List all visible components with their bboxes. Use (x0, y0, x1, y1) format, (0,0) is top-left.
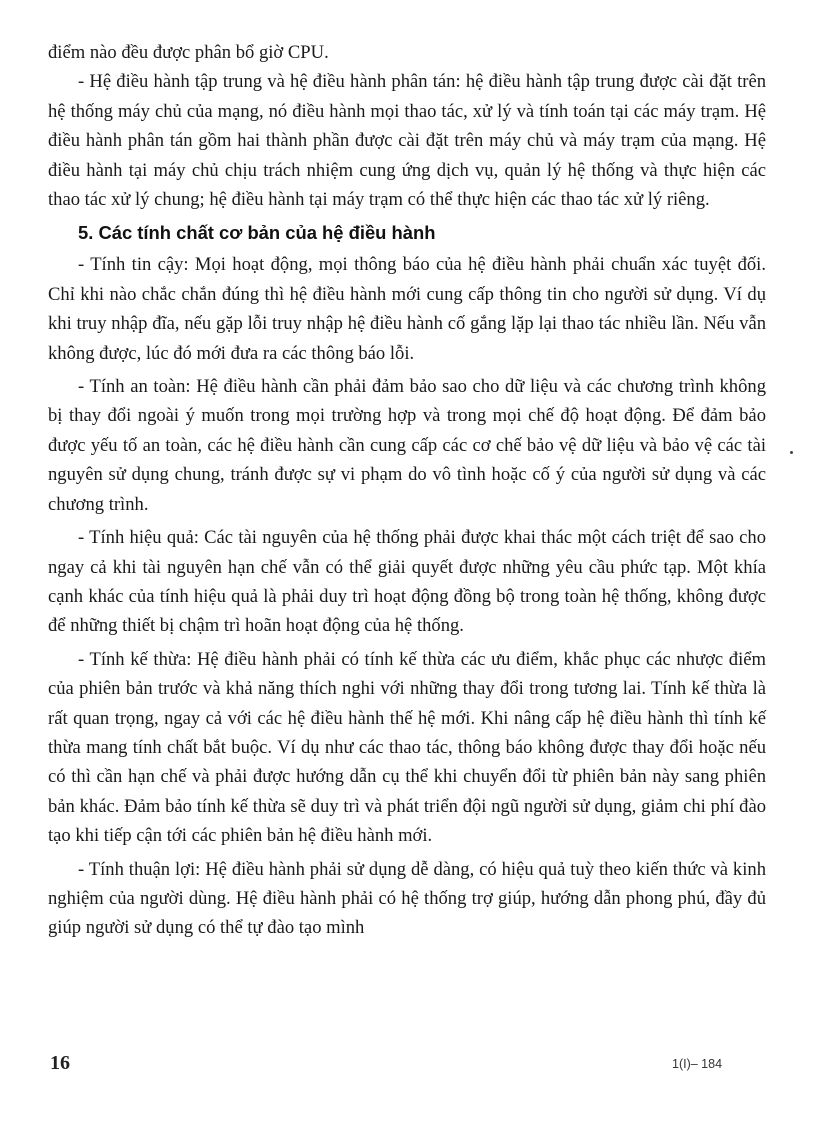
paragraph-centralized-distributed: - Hệ điều hành tập trung và hệ điều hành phân tán: hệ điều hành tập trung được cài đặt trên hệ thống máy chủ của mạng, nó điều hành mọi thao tác, xử lý và tính toán tại các máy trạm. Hệ điều hành phân tán gồm hai thành phần được cài đặt trên máy chủ và máy trạm của mạng. Hệ điều hành tại máy chủ chịu trách nhiệm cung ứng dịch vụ, quản lý hệ thống và thực hiện các thao tác xử lý chung; hệ điều hành tại máy trạm có thể thực hiện các thao tác xử lý riêng. (48, 71, 766, 211)
paragraph-continuation: điểm nào đều được phân bổ giờ CPU. (48, 42, 329, 63)
paragraph-safety: - Tính an toàn: Hệ điều hành cần phải đảm bảo sao cho dữ liệu và các chương trình không bị thay đổi ngoài ý muốn trong mọi trường hợp và trong mọi chế độ hoạt động. Để đảm bảo được yếu tố an toàn, các hệ điều hành cần cung cấp các cơ chế bảo vệ dữ liệu và bảo vệ các tài nguyên sử dụng chung, tránh được sự vi phạm do vô tình hoặc cố ý của người sử dụng và các chương trình. (48, 376, 766, 515)
scan-speck (790, 451, 793, 454)
paragraph-inheritance: - Tính kế thừa: Hệ điều hành phải có tính kế thừa các ưu điểm, khắc phục các nhược điểm của phiên bản trước và khả năng thích nghi với những thay đổi trong tương lai. Tính kế thừa là rất quan trọng, ngay cả với các hệ điều hành thế hệ mới. Khi nâng cấp hệ điều hành thì tính kế thừa mang tính chất bắt buộc. Ví dụ như các thao tác, thông báo không được thay đổi hoặc nếu có thì cần hạn chế và phải được hướng dẫn cụ thể khi chuyển đổi từ phiên bản này sang phiên bản khác. Đảm bảo tính kế thừa sẽ duy trì và phát triển đội ngũ người sử dụng, giảm chi phí đào tạo khi tiếp cận tới các phiên bản hệ điều hành mới. (48, 648, 766, 847)
page-code: 1(I)– 184 (672, 1057, 723, 1071)
section-heading: 5. Các tính chất cơ bản của hệ điều hành (78, 222, 436, 244)
page-number: 16 (50, 1052, 70, 1074)
paragraph-reliability: - Tính tin cậy: Mọi hoạt động, mọi thông báo của hệ điều hành phải chuẩn xác tuyệt đối. Chỉ khi nào chắc chắn đúng thì hệ điều hành mới cung cấp thông tin cho người sử dụng. Ví dụ khi truy nhập đĩa, nếu gặp lỗi truy nhập hệ điều hành cố gắng lặp lại thao tác nhiều lần. Nếu vẫn không được, lúc đó mới đưa ra các thông báo lỗi. (48, 254, 766, 364)
paragraph-efficiency: - Tính hiệu quả: Các tài nguyên của hệ thống phải được khai thác một cách triệt để sao cho ngay cả khi tài nguyên hạn chế vẫn có thể giải quyết được những yêu cầu phức tạp. Một khía cạnh khác của tính hiệu quả là phải duy trì hoạt động đồng bộ trong toàn hệ thống, không được để những thiết bị chậm trì hoãn hoạt động của hệ thống. (48, 527, 766, 637)
paragraph-convenience: - Tính thuận lợi: Hệ điều hành phải sử dụng dễ dàng, có hiệu quả tuỳ theo kiến thức và kinh nghiệm của người dùng. Hệ điều hành phải có hệ thống trợ giúp, hướng dẫn phong phú, đầy đủ giúp người sử dụng có thể tự đào tạo mình (48, 858, 766, 939)
page-body (48, 38, 766, 943)
